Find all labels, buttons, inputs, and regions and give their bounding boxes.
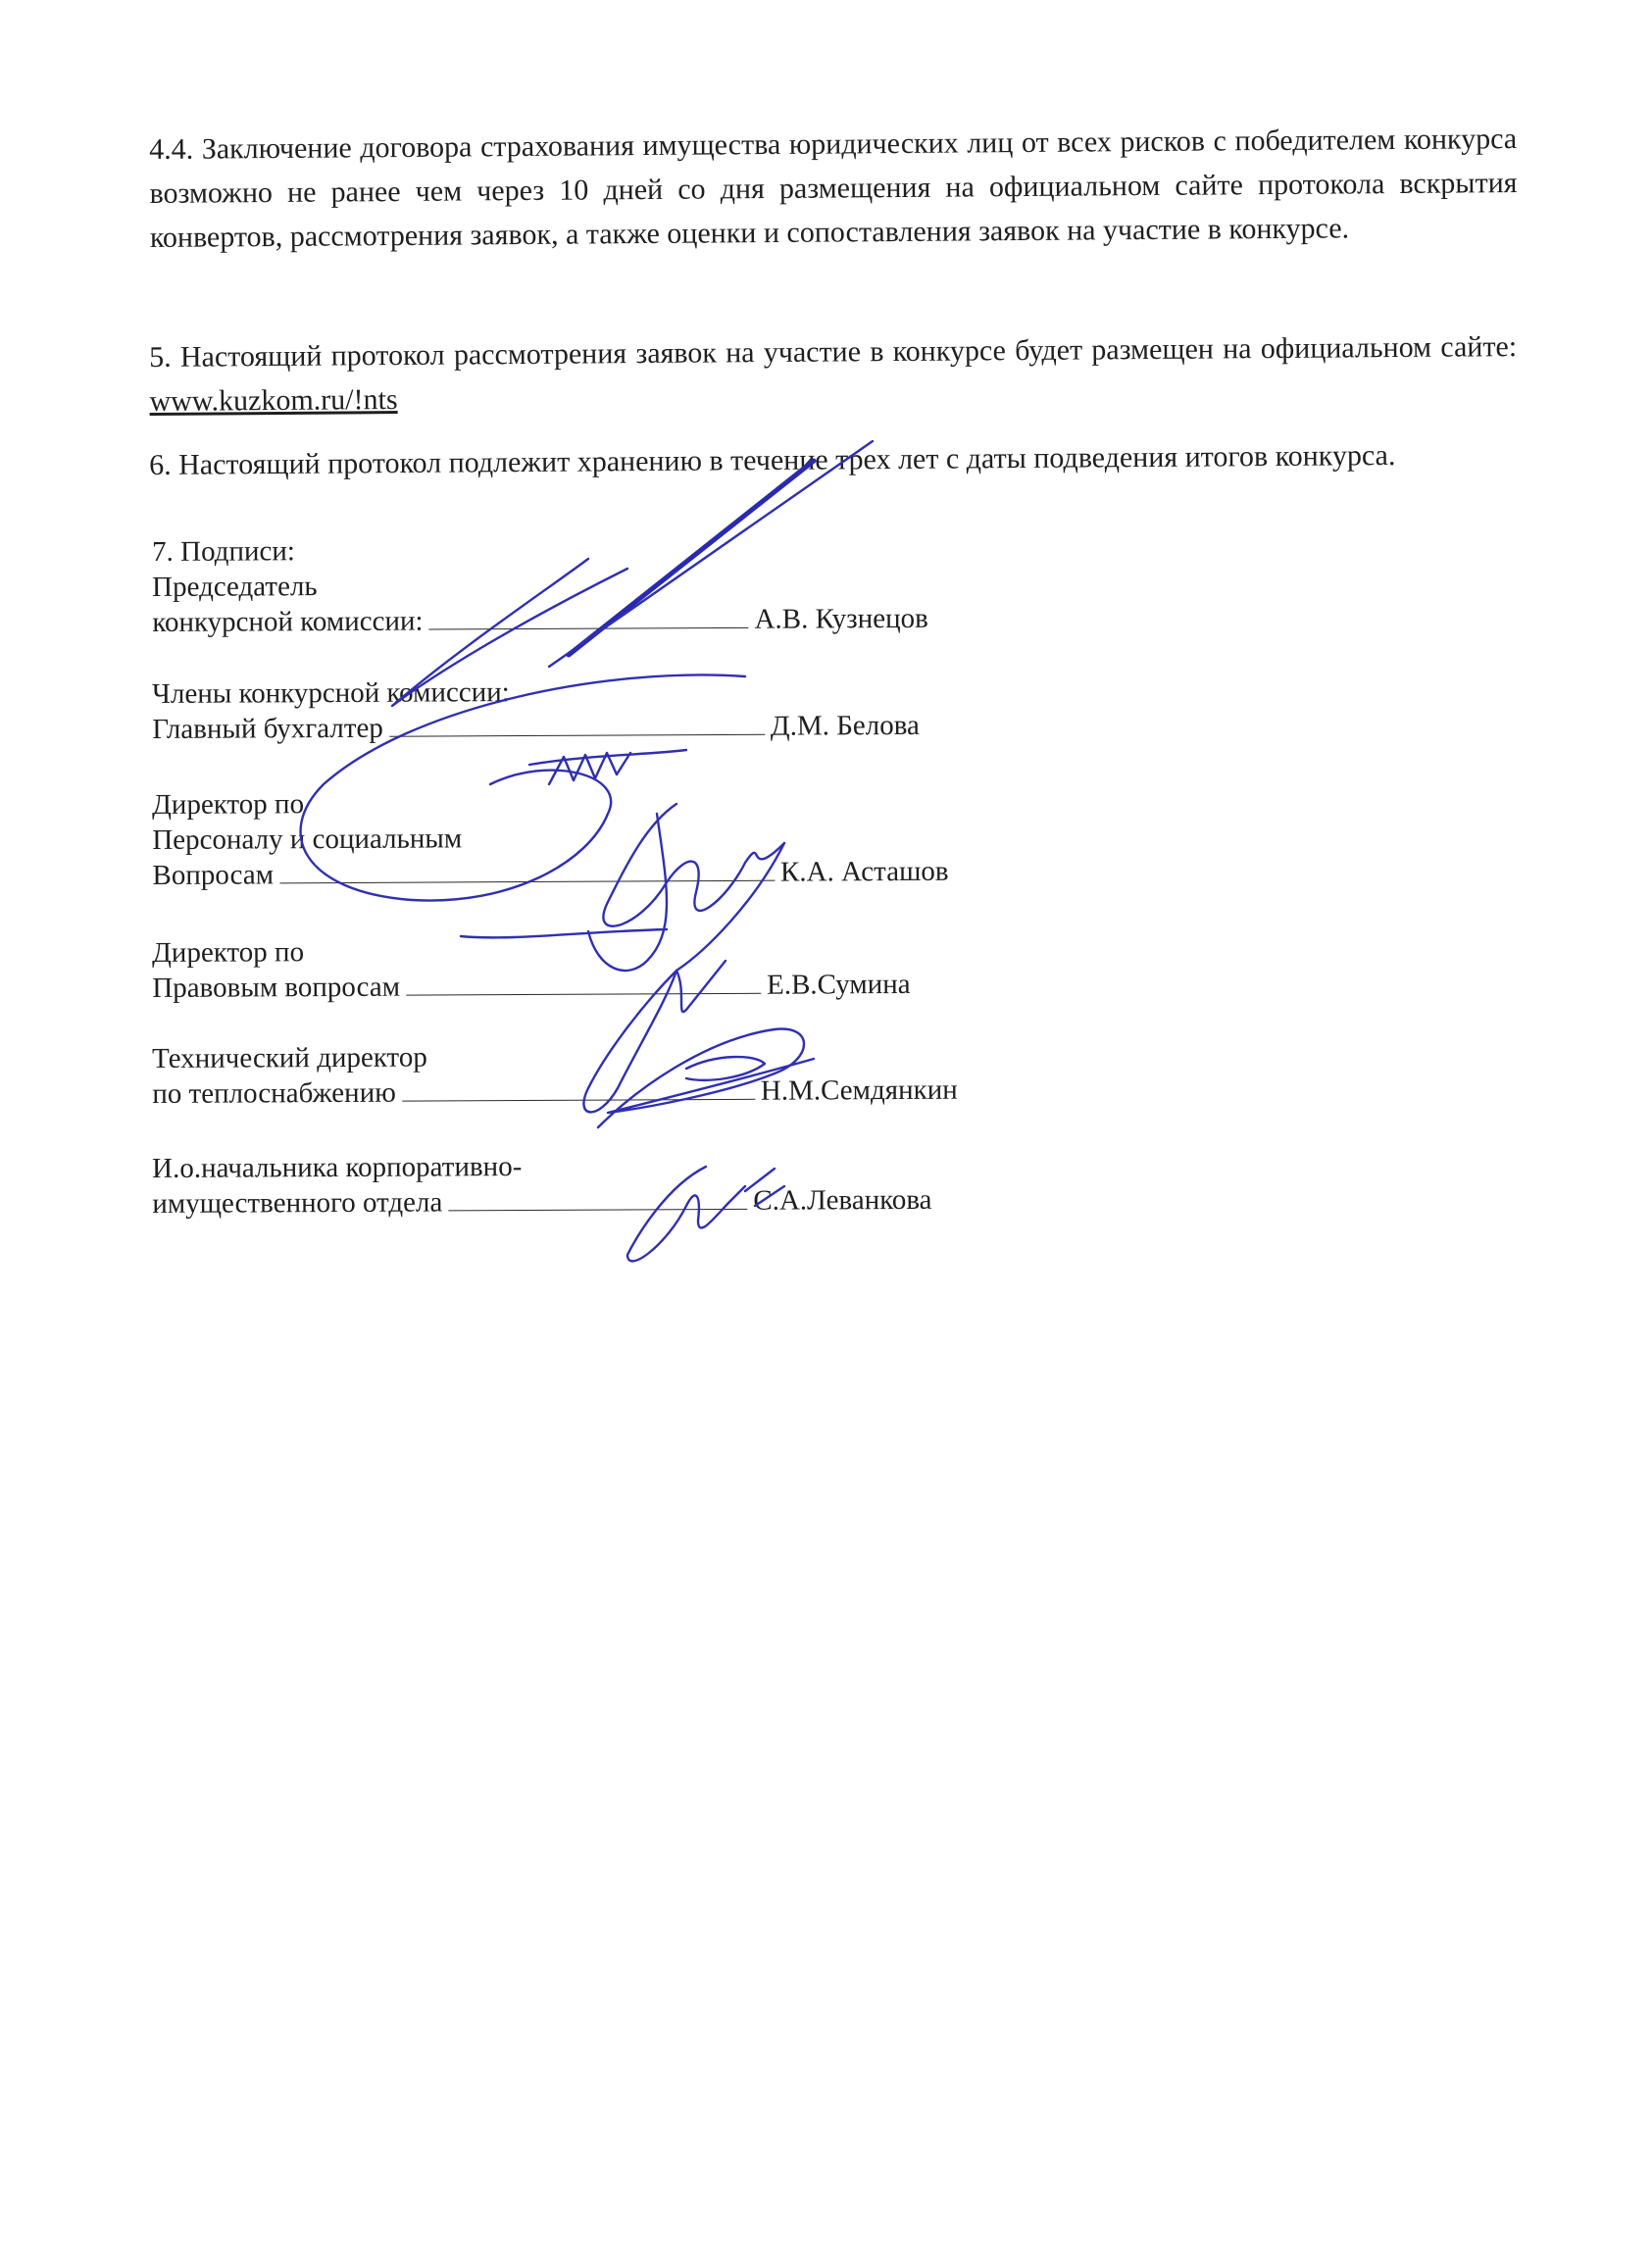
director-legal-name: Е.В.Сумина [766,968,911,1001]
acting-head-role-line2: имущественного отдела [152,1186,443,1220]
signature-director-hr [152,783,949,893]
acting-head-name: С.А.Леванкова [753,1183,932,1217]
technical-director-name: Н.М.Семдянкин [760,1073,958,1107]
signatures-heading: 7. Подписи: [152,535,296,568]
director-hr-role-line1: Директор по [152,788,305,821]
signature-chief-accountant [152,673,920,747]
section-4-4-paragraph: 4.4. Заключение договора страхования имущества юридических лиц от всех рисков с победителем конкурса возможно не ранее чем через 10 дней со дня размещения на официальном сайте протокола вскрытия конвертов, рассмотрения заявок, а также оценки и сопоставления заявок на участие в конкурсе. [149,123,1518,254]
chief-accountant-name: Д.М. Белова [770,709,920,742]
chair-role-line2: конкурсной комиссии: [152,605,424,638]
acting-head-signature-line [448,1187,747,1212]
technical-director-role-line2: по теплоснабжению [152,1076,396,1110]
director-legal-role-line1: Директор по [152,936,305,969]
director-legal-signature-line [406,972,761,996]
signature-technical-director [152,1037,958,1112]
members-heading: Члены конкурсной комиссии: [152,676,510,710]
signature-director-legal [152,931,911,1006]
official-site-link[interactable]: www.kuzkom.ru/!nts [149,383,398,418]
section-5-paragraph [149,324,1518,424]
director-hr-signature-line [279,859,775,884]
chair-name: А.В. Кузнецов [754,602,928,635]
technical-director-signature-line [402,1077,755,1102]
director-hr-role-line2: Персоналу и социальным [152,823,463,856]
director-hr-role-line3: Вопросам [152,859,275,891]
director-hr-name: К.А. Асташов [779,855,949,888]
section-5-text: 5. Настоящий протокол рассмотрения заявок на участие в конкурсе будет размещен на официальном сайте: [149,330,1518,374]
technical-director-role-line1: Технический директор [152,1041,427,1074]
section-6-paragraph: 6. Настоящий протокол подлежит хранению в течение трех лет с даты подведения итогов конкурса. [149,439,1396,481]
signature-acting-head [152,1147,932,1222]
chair-signature-line [428,606,748,630]
acting-head-role-line1: И.о.начальника корпоративно- [152,1151,523,1184]
director-legal-role-line2: Правовым вопросам [152,971,401,1004]
chief-accountant-signature-line [389,713,765,737]
signature-chair [152,566,928,640]
chief-accountant-role: Главный бухгалтер [152,712,383,745]
chair-role-line1: Председатель [152,571,318,603]
